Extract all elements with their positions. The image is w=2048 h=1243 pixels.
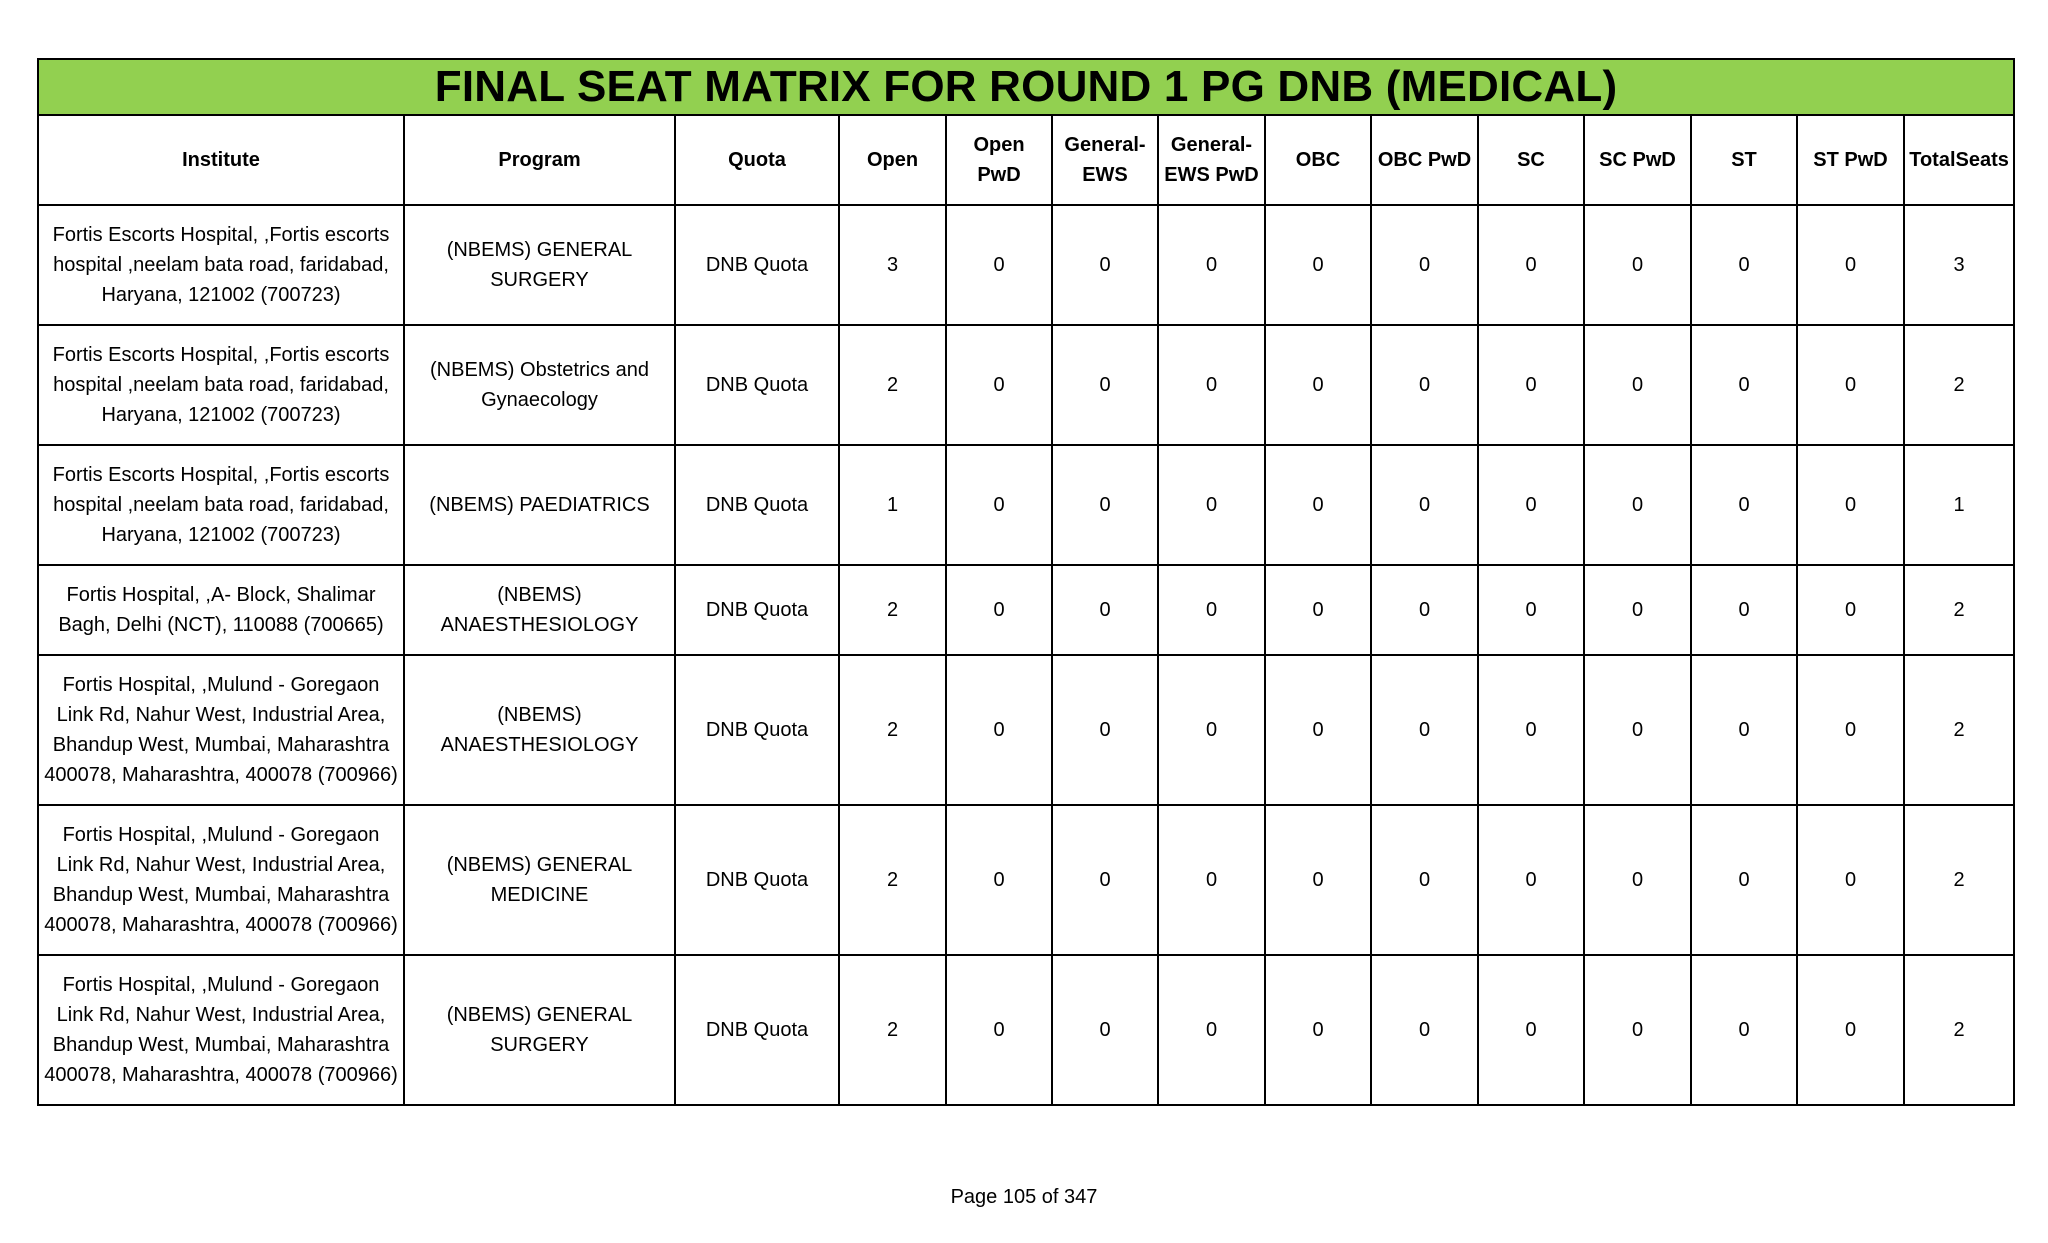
cell-st: 0	[1691, 655, 1797, 805]
cell-general-ews-pwd: 0	[1158, 805, 1265, 955]
header-program: Program	[404, 115, 675, 205]
cell-general-ews-pwd: 0	[1158, 955, 1265, 1105]
header-general-ews-pwd: General-EWS PwD	[1158, 115, 1265, 205]
cell-general-ews: 0	[1052, 325, 1158, 445]
cell-quota: DNB Quota	[675, 445, 839, 565]
cell-st-pwd: 0	[1797, 565, 1904, 655]
cell-quota: DNB Quota	[675, 805, 839, 955]
cell-program: (NBEMS) GENERAL SURGERY	[404, 205, 675, 325]
header-obc-pwd: OBC PwD	[1371, 115, 1478, 205]
header-st-pwd: ST PwD	[1797, 115, 1904, 205]
cell-open: 2	[839, 805, 946, 955]
cell-open: 3	[839, 205, 946, 325]
cell-institute: Fortis Escorts Hospital, ,Fortis escorts hospital ,neelam bata road, faridabad, Haryana, 121002 (700723)	[38, 445, 404, 565]
cell-program: (NBEMS) Obstetrics and Gynaecology	[404, 325, 675, 445]
cell-open-pwd: 0	[946, 805, 1052, 955]
cell-st: 0	[1691, 325, 1797, 445]
cell-sc: 0	[1478, 655, 1584, 805]
cell-obc-pwd: 0	[1371, 955, 1478, 1105]
table-row	[38, 955, 2014, 1105]
header-institute: Institute	[38, 115, 404, 205]
cell-obc: 0	[1265, 955, 1371, 1105]
cell-obc-pwd: 0	[1371, 325, 1478, 445]
cell-obc-pwd: 0	[1371, 805, 1478, 955]
cell-quota: DNB Quota	[675, 955, 839, 1105]
cell-total-seats: 1	[1904, 445, 2014, 565]
cell-institute: Fortis Hospital, ,A- Block, Shalimar Bagh, Delhi (NCT), 110088 (700665)	[38, 565, 404, 655]
cell-st: 0	[1691, 955, 1797, 1105]
cell-st-pwd: 0	[1797, 325, 1904, 445]
table-row	[38, 445, 2014, 565]
cell-st-pwd: 0	[1797, 205, 1904, 325]
cell-open: 2	[839, 655, 946, 805]
cell-sc: 0	[1478, 325, 1584, 445]
cell-quota: DNB Quota	[675, 205, 839, 325]
cell-open-pwd: 0	[946, 205, 1052, 325]
cell-sc-pwd: 0	[1584, 445, 1691, 565]
cell-obc: 0	[1265, 205, 1371, 325]
cell-obc: 0	[1265, 655, 1371, 805]
seat-matrix-sheet	[37, 58, 2013, 1106]
cell-institute: Fortis Hospital, ,Mulund - Goregaon Link Rd, Nahur West, Industrial Area, Bhandup West, Mumbai, Maharashtra 400078, Maharashtra, 400078 (700966)	[38, 805, 404, 955]
cell-st-pwd: 0	[1797, 955, 1904, 1105]
cell-quota: DNB Quota	[675, 325, 839, 445]
cell-sc-pwd: 0	[1584, 805, 1691, 955]
cell-open: 1	[839, 445, 946, 565]
cell-general-ews-pwd: 0	[1158, 205, 1265, 325]
cell-open-pwd: 0	[946, 325, 1052, 445]
cell-general-ews: 0	[1052, 445, 1158, 565]
cell-open-pwd: 0	[946, 445, 1052, 565]
cell-sc: 0	[1478, 445, 1584, 565]
header-open-pwd: Open PwD	[946, 115, 1052, 205]
cell-open-pwd: 0	[946, 655, 1052, 805]
cell-general-ews: 0	[1052, 205, 1158, 325]
cell-open-pwd: 0	[946, 955, 1052, 1105]
cell-program: (NBEMS) GENERAL SURGERY	[404, 955, 675, 1105]
cell-general-ews: 0	[1052, 955, 1158, 1105]
cell-obc-pwd: 0	[1371, 565, 1478, 655]
cell-obc-pwd: 0	[1371, 655, 1478, 805]
cell-general-ews-pwd: 0	[1158, 325, 1265, 445]
header-st: ST	[1691, 115, 1797, 205]
cell-general-ews-pwd: 0	[1158, 565, 1265, 655]
table-row	[38, 655, 2014, 805]
cell-program: (NBEMS) GENERAL MEDICINE	[404, 805, 675, 955]
page-number: Page 105 of 347	[950, 1186, 1098, 1208]
cell-obc: 0	[1265, 565, 1371, 655]
cell-st-pwd: 0	[1797, 805, 1904, 955]
table-header-row	[38, 115, 2014, 205]
cell-total-seats: 2	[1904, 325, 2014, 445]
cell-general-ews: 0	[1052, 655, 1158, 805]
cell-institute: Fortis Escorts Hospital, ,Fortis escorts hospital ,neelam bata road, faridabad, Haryana, 121002 (700723)	[38, 325, 404, 445]
cell-quota: DNB Quota	[675, 655, 839, 805]
header-open: Open	[839, 115, 946, 205]
cell-institute: Fortis Escorts Hospital, ,Fortis escorts hospital ,neelam bata road, faridabad, Haryana, 121002 (700723)	[38, 205, 404, 325]
cell-sc: 0	[1478, 955, 1584, 1105]
table-row	[38, 565, 2014, 655]
cell-st: 0	[1691, 565, 1797, 655]
cell-total-seats: 3	[1904, 205, 2014, 325]
seat-matrix-table	[37, 58, 2015, 1106]
cell-program: (NBEMS) ANAESTHESIOLOGY	[404, 655, 675, 805]
cell-total-seats: 2	[1904, 565, 2014, 655]
header-obc: OBC	[1265, 115, 1371, 205]
header-total-seats: TotalSeats	[1904, 115, 2014, 205]
cell-program: (NBEMS) ANAESTHESIOLOGY	[404, 565, 675, 655]
cell-st: 0	[1691, 445, 1797, 565]
document-title: FINAL SEAT MATRIX FOR ROUND 1 PG DNB (MEDICAL)	[38, 59, 2014, 115]
cell-institute: Fortis Hospital, ,Mulund - Goregaon Link Rd, Nahur West, Industrial Area, Bhandup West, Mumbai, Maharashtra 400078, Maharashtra, 400078 (700966)	[38, 655, 404, 805]
cell-quota: DNB Quota	[675, 565, 839, 655]
header-general-ews: General-EWS	[1052, 115, 1158, 205]
header-sc: SC	[1478, 115, 1584, 205]
cell-general-ews-pwd: 0	[1158, 445, 1265, 565]
header-sc-pwd: SC PwD	[1584, 115, 1691, 205]
cell-sc-pwd: 0	[1584, 205, 1691, 325]
cell-general-ews-pwd: 0	[1158, 655, 1265, 805]
header-quota: Quota	[675, 115, 839, 205]
cell-st: 0	[1691, 205, 1797, 325]
cell-institute: Fortis Hospital, ,Mulund - Goregaon Link Rd, Nahur West, Industrial Area, Bhandup West, Mumbai, Maharashtra 400078, Maharashtra, 400078 (700966)	[38, 955, 404, 1105]
cell-obc: 0	[1265, 805, 1371, 955]
cell-open: 2	[839, 955, 946, 1105]
cell-general-ews: 0	[1052, 805, 1158, 955]
table-row	[38, 325, 2014, 445]
cell-open: 2	[839, 325, 946, 445]
table-row	[38, 205, 2014, 325]
cell-open-pwd: 0	[946, 565, 1052, 655]
cell-st-pwd: 0	[1797, 655, 1904, 805]
cell-sc-pwd: 0	[1584, 565, 1691, 655]
table-row	[38, 805, 2014, 955]
cell-sc: 0	[1478, 805, 1584, 955]
cell-total-seats: 2	[1904, 655, 2014, 805]
cell-st: 0	[1691, 805, 1797, 955]
cell-obc-pwd: 0	[1371, 205, 1478, 325]
cell-sc-pwd: 0	[1584, 325, 1691, 445]
cell-general-ews: 0	[1052, 565, 1158, 655]
cell-obc: 0	[1265, 445, 1371, 565]
cell-sc-pwd: 0	[1584, 955, 1691, 1105]
cell-sc-pwd: 0	[1584, 655, 1691, 805]
cell-sc: 0	[1478, 205, 1584, 325]
cell-open: 2	[839, 565, 946, 655]
cell-total-seats: 2	[1904, 805, 2014, 955]
cell-st-pwd: 0	[1797, 445, 1904, 565]
cell-obc: 0	[1265, 325, 1371, 445]
cell-obc-pwd: 0	[1371, 445, 1478, 565]
cell-sc: 0	[1478, 565, 1584, 655]
cell-total-seats: 2	[1904, 955, 2014, 1105]
cell-program: (NBEMS) PAEDIATRICS	[404, 445, 675, 565]
